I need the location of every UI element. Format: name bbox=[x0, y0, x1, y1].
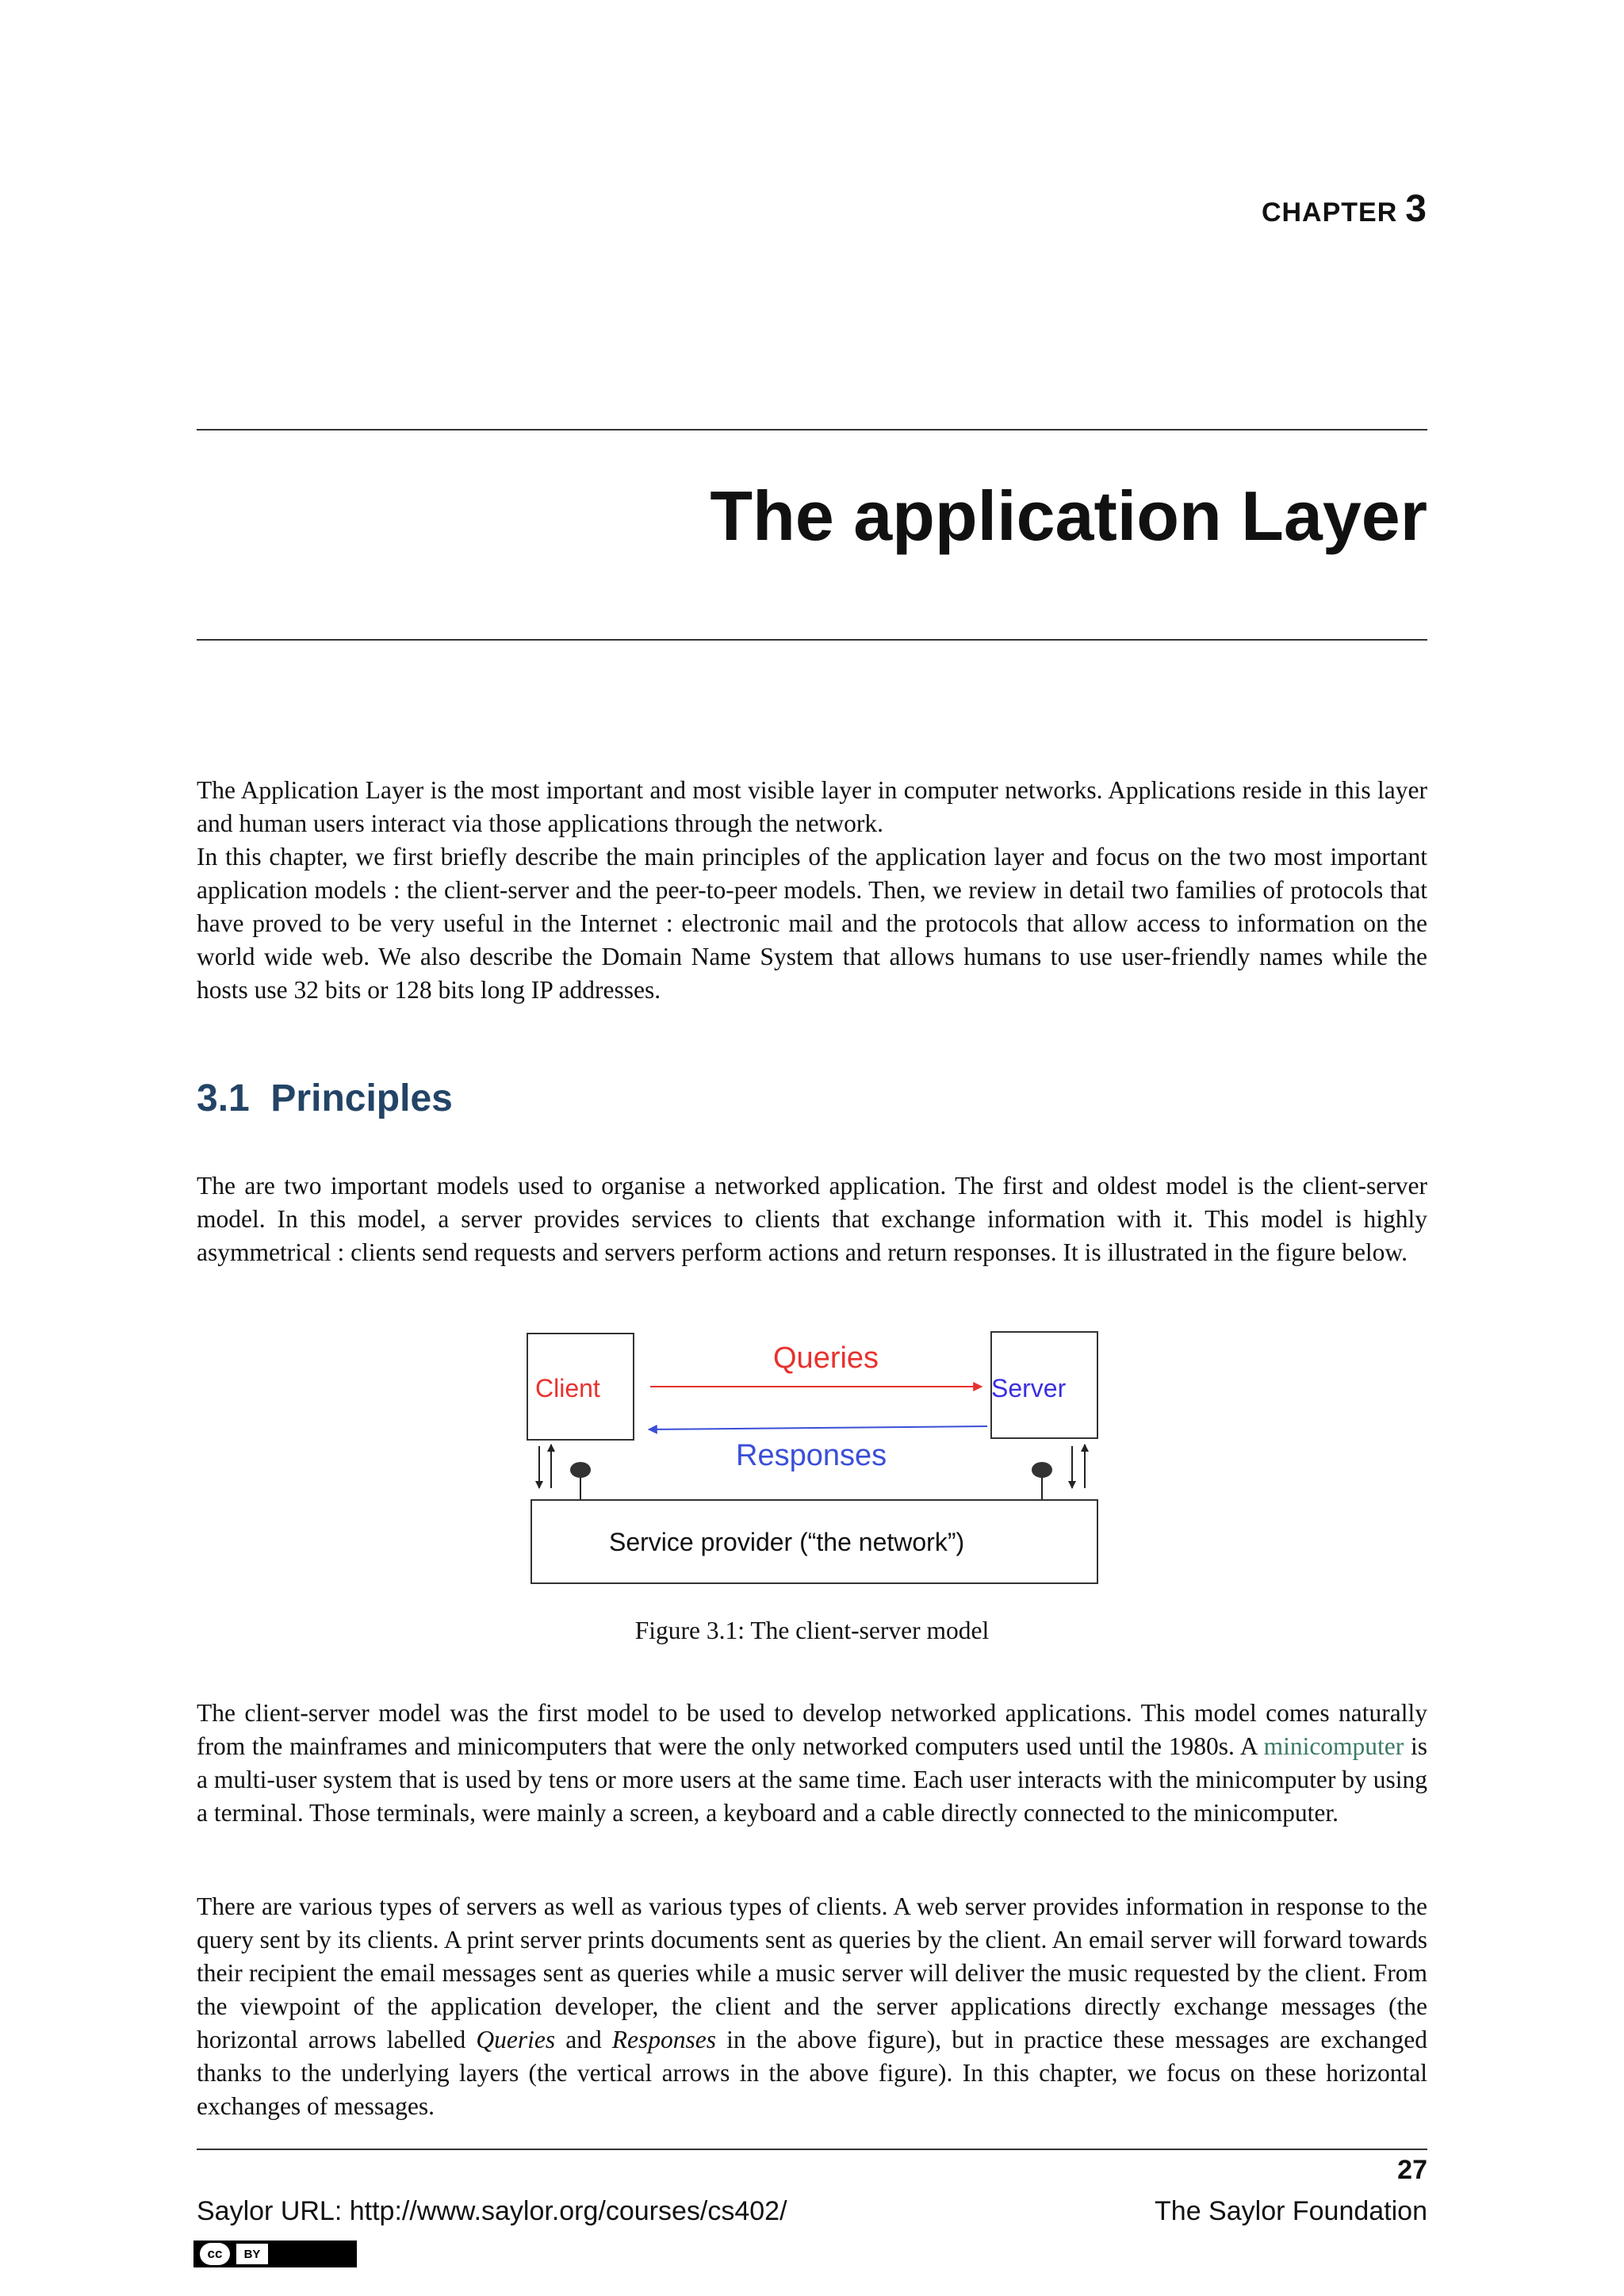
divider-top bbox=[197, 429, 1427, 430]
minicomputer-link[interactable]: minicomputer bbox=[1263, 1732, 1404, 1760]
cc-license-badge bbox=[193, 2241, 357, 2267]
responses-arrow bbox=[649, 1426, 987, 1429]
by-icon: BY bbox=[236, 2244, 268, 2264]
queries-emphasis: Queries bbox=[476, 2026, 556, 2053]
queries-label: Queries bbox=[773, 1341, 879, 1375]
body-p1-text-b: is a multi-user system that is used by tens or more users at the same time. Each user interacts with the minicomputer by using a terminal. Those terminals, were mainly a screen, a keyboard and a cable directly connected to the minicomputer. bbox=[197, 1732, 1427, 1827]
client-server-figure bbox=[523, 1326, 1102, 1587]
divider-bottom bbox=[197, 639, 1427, 641]
intro-paragraph-1: The Application Layer is the most important and most visible layer in computer networks. Applications reside in this layer and human users interact via those applications through the network. bbox=[197, 776, 1427, 837]
footer-organization: The Saylor Foundation bbox=[1155, 2196, 1427, 2226]
server-sap bbox=[1032, 1462, 1052, 1478]
body-p2-text-b: in the above figure), but in practice these messages are exchanged thanks to the underlying layers (the vertical arrows in the above figure). In this chapter, we focus on these horizontal exchanges of messages. bbox=[197, 2026, 1427, 2120]
chapter-label bbox=[1262, 187, 1427, 231]
body-p1-text-a: The client-server model was the first model to be used to develop networked applications. This model comes naturally from the mainframes and minicomputers that were the only networked computers used until the 1980s. A bbox=[197, 1699, 1427, 1760]
server-label: Server bbox=[991, 1374, 1067, 1402]
figure-caption: Figure 3.1: The client-server model bbox=[634, 1617, 990, 1644]
client-sap bbox=[570, 1462, 591, 1478]
body-p2-text-a: There are various types of servers as well as various types of clients. A web server provides information in response to the query sent by its clients. A print server prints documents sent as queries by the client. An email server will forward towards their recipient the email messages sent as queries while a music server will deliver the music requested by the client. From the viewpoint of the application developer, the client and the server applications directly exchange messages (the horizontal arrows labelled bbox=[197, 1892, 1427, 2053]
cc-icon: cc bbox=[200, 2243, 230, 2265]
responses-emphasis: Responses bbox=[611, 2026, 717, 2053]
body-paragraph-2 bbox=[197, 1890, 1427, 2123]
footer-url: Saylor URL: http://www.saylor.org/courses/cs402/ bbox=[197, 2196, 787, 2226]
section-heading bbox=[197, 1077, 453, 1120]
chapter-number: 3 bbox=[1405, 188, 1427, 230]
chapter-title: The application Layer bbox=[710, 476, 1427, 555]
section-title-text: Principles bbox=[270, 1077, 453, 1119]
responses-label: Responses bbox=[736, 1439, 887, 1472]
client-label: Client bbox=[535, 1374, 600, 1402]
body-p2-and: and bbox=[555, 2026, 612, 2053]
body-paragraph-1 bbox=[197, 1697, 1427, 1830]
service-provider-label: Service provider (“the network”) bbox=[609, 1528, 965, 1556]
intro-paragraph-2: In this chapter, we first briefly describe the main principles of the application layer and focus on the two most important application models : the client-server and the peer-to-peer models. Then, we review in detail two families of protocols that have proved to be very useful in the Internet : electronic mail and the protocols that allow access to information on the world wide web. We also describe the Domain Name System that allows humans to use user-friendly names while the hosts use 32 bits or 128 bits long IP addresses. bbox=[197, 843, 1427, 1004]
section-paragraph-1: The are two important models used to organise a networked application. The first and oldest model is the client-server model. In this model, a server provides services to clients that exchange information with it. This model is highly asymmetrical : clients send requests and servers perform actions and return responses. It is illustrated in the figure below. bbox=[197, 1172, 1427, 1266]
footer-divider bbox=[197, 2149, 1427, 2150]
section-number: 3.1 bbox=[197, 1077, 250, 1119]
page-number: 27 bbox=[1397, 2155, 1427, 2185]
chapter-word: CHAPTER bbox=[1261, 197, 1398, 228]
